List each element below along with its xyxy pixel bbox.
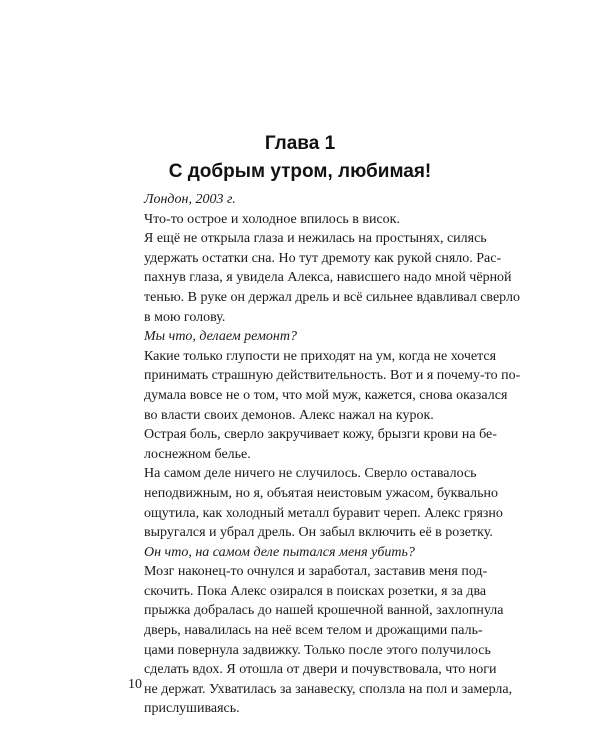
paragraph [128, 229, 520, 327]
text-line: Какие только глупости не приходят на ум, когда не хочется [144, 348, 497, 364]
text-line: неподвижным, но я, объятая неистовым ужасом, буквально [144, 485, 499, 501]
chapter-number: Глава 1 [264, 133, 336, 154]
text-line: цами повернула задвижку. Только после этого получилось [144, 642, 491, 658]
text-line: тенью. В руке он держал дрель и всё сильнее вдавливал сверло [144, 289, 520, 305]
paragraph [128, 347, 521, 425]
body-text [128, 190, 521, 719]
text-line: Мы что, делаем ремонт? [144, 329, 297, 345]
paragraph [128, 210, 473, 230]
text-line: Лондон, 2003 г. [144, 192, 236, 207]
text-line: Острая боль, сверло закручивает кожу, брызги крови на бе- [144, 427, 497, 443]
text-line: принимать страшную действительность. Вот и я почему-то по- [144, 368, 521, 384]
text-line: ощутила, как холодный металл буравит череп. Алекс грязно [144, 505, 503, 521]
text-line: пахнув глаза, я увидела Алекса, нависшего надо мной чёрной [144, 270, 512, 286]
text-line: сделать вдох. Я отошла от двери и почувствовала, что ноги [144, 662, 497, 678]
page-number: 10 [128, 677, 142, 692]
italic-paragraph [128, 190, 473, 210]
text-line: прислушиваясь. [144, 701, 240, 717]
italic-paragraph [128, 543, 473, 563]
paragraph [128, 562, 513, 719]
text-line: во власти своих демонов. Алекс нажал на курок. [144, 407, 434, 423]
text-line: На самом деле ничего не случилось. Сверло оставалось [144, 466, 477, 482]
chapter-title: С добрым утром, любимая! [168, 161, 432, 182]
text-line: прыжка добралась до нашей крошечной ванной, захлопнула [144, 603, 504, 619]
paragraph [128, 464, 503, 542]
text-line: лоснежном белье. [144, 446, 251, 462]
paragraph [128, 425, 497, 464]
chapter-heading [0, 131, 600, 185]
italic-paragraph [128, 327, 473, 347]
text-line: дверь, навалилась на неё всем телом и дрожащими паль- [144, 623, 483, 639]
text-line: скочить. Пока Алекс озирался в поисках розетки, я за два [144, 583, 487, 599]
text-line: не держат. Ухватилась за занавеску, сползла на пол и замерла, [144, 681, 513, 697]
text-line: удержать остатки сна. Но тут дремоту как рукой сняло. Рас- [144, 250, 502, 266]
text-line: Что-то острое и холодное впилось в висок. [144, 211, 400, 227]
text-line: Я ещё не открыла глаза и нежилась на простынях, силясь [144, 231, 487, 247]
text-line: в мою голову. [144, 309, 226, 325]
text-line: выругался и убрал дрель. Он забыл включить её в розетку. [144, 525, 493, 541]
text-line: думала вовсе не о том, что мой муж, кажется, снова оказался [144, 387, 508, 403]
text-line: Он что, на самом деле пытался меня убить? [144, 544, 415, 560]
text-line: Мозг наконец-то очнулся и заработал, заставив меня под- [144, 564, 488, 580]
